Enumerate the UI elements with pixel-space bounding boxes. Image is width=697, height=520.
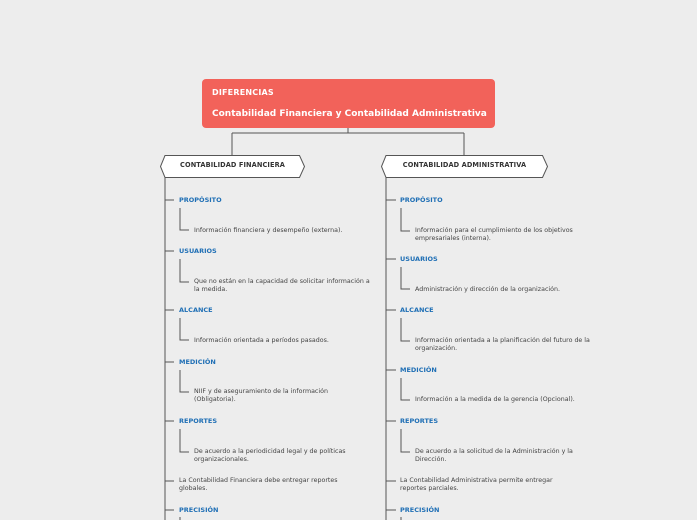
left-heading-reportes[interactable]: REPORTES [179,417,218,425]
left-detail-alcance[interactable]: Información orientada a períodos pasados. [194,337,329,344]
left-heading-alcance[interactable]: ALCANCE [179,306,213,314]
right-detail-proposito[interactable]: Información para el cumplimiento de los objetivos empresariales (interna). [415,227,573,242]
branch-left-title: CONTABILIDAD FINANCIERA [180,161,285,169]
left-heading-medicion[interactable]: MEDICIÓN [179,358,216,366]
root-node[interactable] [202,79,495,128]
left-heading-usuarios[interactable]: USUARIOS [179,247,217,255]
branch-right-title: CONTABILIDAD ADMINISTRATIVA [402,161,527,169]
right-detail-alcance[interactable]: Información orientada a la planificación del futuro de la organización. [415,337,590,352]
left-note[interactable]: La Contabilidad Financiera debe entregar reportes globales. [179,477,338,492]
right-heading-medicion[interactable]: MEDICIÓN [400,366,437,374]
right-note[interactable]: La Contabilidad Administrativa permite entregar reportes parciales. [400,477,553,492]
right-heading-alcance[interactable]: ALCANCE [400,306,434,314]
left-detail-reportes[interactable]: De acuerdo a la periodicidad legal y de políticas organizacionales. [194,448,346,463]
root-title: DIFERENCIAS [212,88,274,97]
left-detail-medicion[interactable]: NIIF y de aseguramiento de la información (Obligatoria). [194,388,328,403]
left-detail-proposito[interactable]: Información financiera y desempeño (externa). [194,227,343,234]
left-detail-usuarios[interactable]: Que no están en la capacidad de solicitar información a la medida. [194,278,370,293]
branch-left-node[interactable] [160,155,305,178]
right-heading-precision[interactable]: PRECISIÓN [400,506,440,514]
right-detail-reportes[interactable]: De acuerdo a la solicitud de la Administración y la Dirección. [415,448,573,463]
branch-right-node[interactable] [381,155,548,178]
root-subtitle: Contabilidad Financiera y Contabilidad Administrativa [212,109,487,119]
left-heading-precision[interactable]: PRECISIÓN [179,506,219,514]
right-detail-usuarios[interactable]: Administración y dirección de la organización. [415,286,561,293]
right-heading-usuarios[interactable]: USUARIOS [400,255,438,263]
right-heading-proposito[interactable]: PROPÓSITO [400,196,443,204]
right-heading-reportes[interactable]: REPORTES [400,417,439,425]
left-heading-proposito[interactable]: PROPÓSITO [179,196,222,204]
right-detail-medicion[interactable]: Información a la medida de la gerencia (Opcional). [415,396,575,403]
